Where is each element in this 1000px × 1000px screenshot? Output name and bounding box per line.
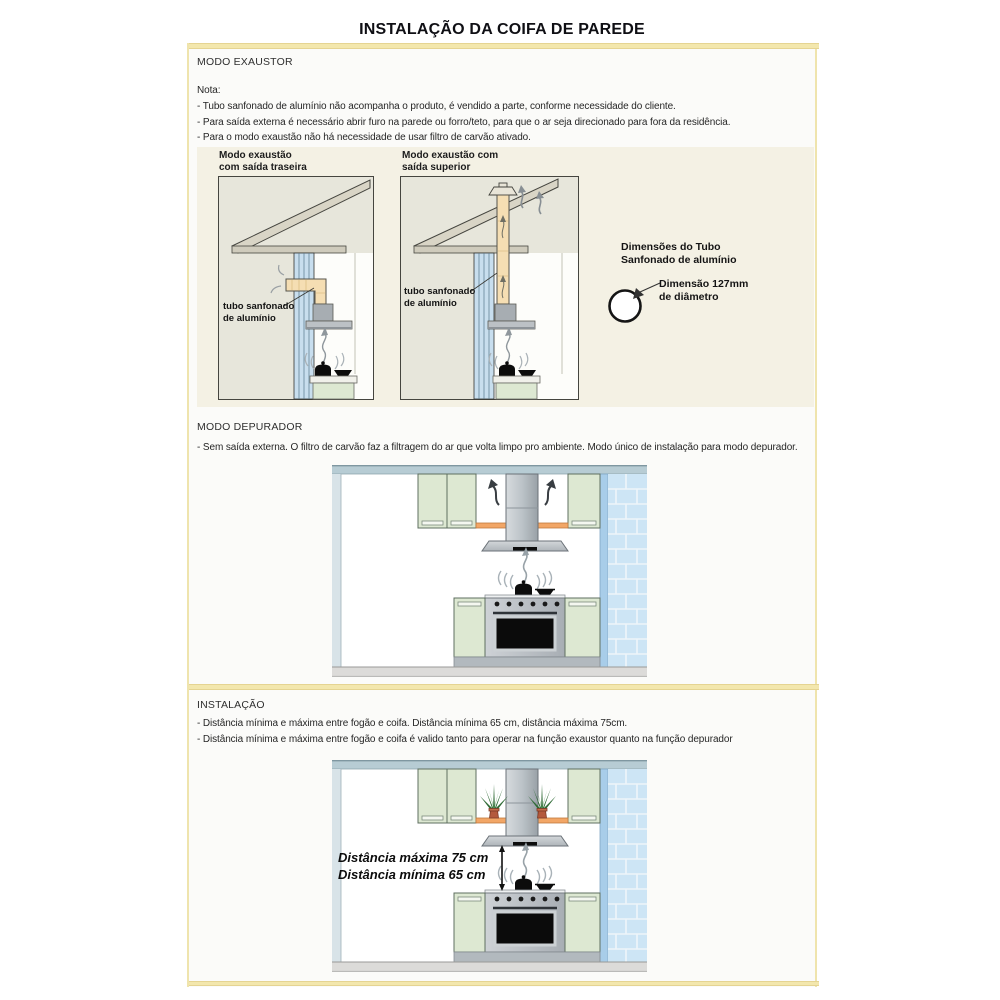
note-item: - Distância mínima e máxima entre fogão e coifa é valido tanto para operar na função exaustor quanto na função depurador	[197, 733, 733, 745]
dimensions-heading: Dimensões do Tubo Sanfonado de alumínio	[621, 241, 737, 266]
section-heading-depurador: MODO DEPURADOR	[197, 421, 303, 433]
kitchen-diagram-depurador	[332, 465, 647, 677]
dimension-label: Dimensão 127mm de diâmetro	[659, 278, 749, 303]
note-item: - Para o modo exaustão não há necessidade de usar filtro de carvão ativado.	[197, 132, 531, 143]
instalacao-notes	[197, 716, 813, 747]
divider-bottom	[189, 981, 819, 986]
depurador-note: - Sem saída externa. O filtro de carvão faz a filtragem do ar que volta limpo pro ambiente. Modo único de instalação para modo depurador.	[197, 442, 798, 453]
section-heading-instalacao: INSTALAÇÃO	[197, 699, 265, 711]
distance-max-label: Distância máxima 75 cm	[338, 850, 489, 865]
exaustor-notes	[197, 99, 813, 146]
divider-top	[189, 43, 819, 49]
tube-label-right: tubo sanfonado de alumínio	[404, 286, 476, 309]
tube-label-left: tubo sanfonado de alumínio	[223, 301, 295, 324]
diagram-title-top-exit: Modo exaustão com saída superior	[402, 150, 499, 173]
page-title: INSTALAÇÃO DA COIFA DE PAREDE	[359, 21, 645, 38]
divider-middle	[189, 684, 819, 690]
note-item: - Para saída externa é necessário abrir furo na parede ou forro/teto, para que o ar seja direcionado para fora da residência.	[197, 116, 731, 128]
note-item: - Tubo sanfonado de alumínio não acompanha o produto, é vendido a parte, conforme necessidade do cliente.	[197, 101, 676, 112]
note-item: - Distância mínima e máxima entre fogão e coifa. Distância mínima 65 cm, distância máxima 75cm.	[197, 718, 628, 729]
section-heading-exaustor: MODO EXAUSTOR	[197, 56, 293, 68]
distance-min-label: Distância mínima 65 cm	[338, 867, 486, 882]
content-box	[187, 43, 817, 987]
distance-annotation	[338, 849, 488, 883]
diagram-title-rear-exit: Modo exaustão com saída traseira	[219, 150, 307, 173]
house-diagram-rear-exit	[218, 176, 374, 400]
illustration-panel	[197, 147, 814, 407]
note-label: Nota:	[197, 85, 221, 96]
